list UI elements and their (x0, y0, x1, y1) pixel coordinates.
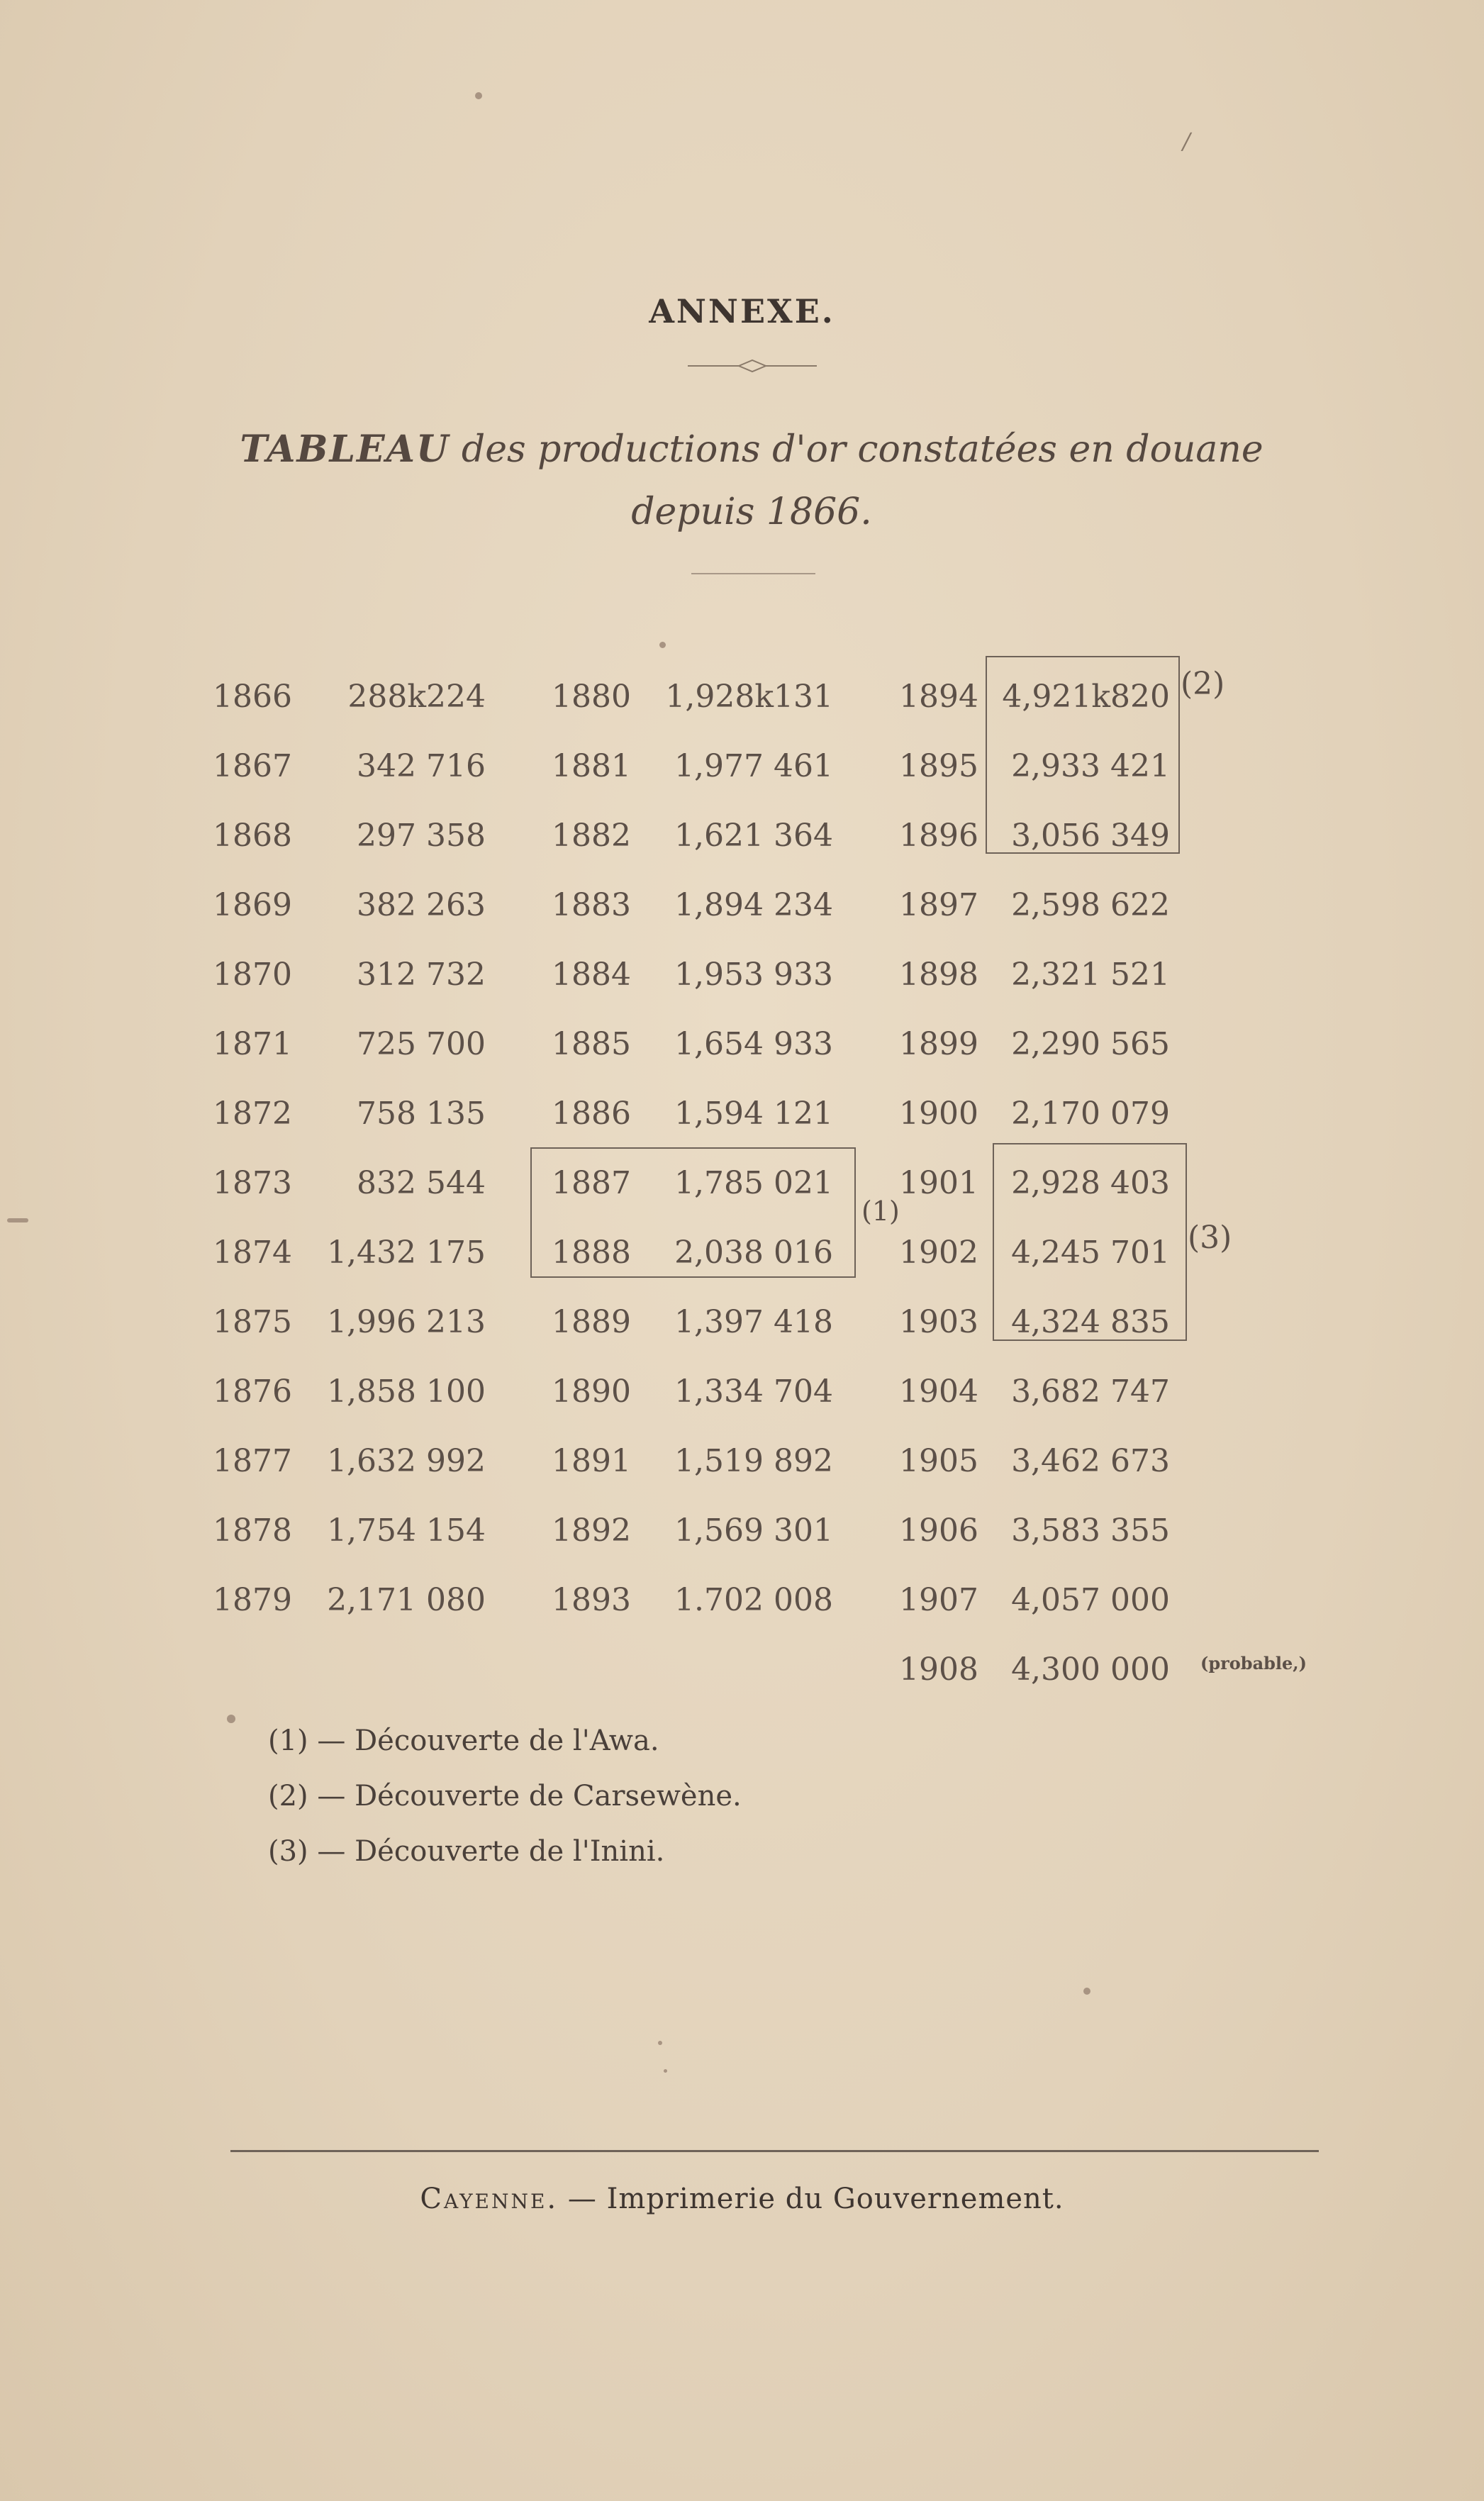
year-cell: 1907 (899, 1582, 978, 1618)
value-cell: 1,397 418 (674, 1304, 833, 1340)
page-mark: / (1183, 128, 1190, 155)
value-cell: 2,171 080 (327, 1582, 486, 1618)
year-cell: 1876 (213, 1374, 292, 1410)
paper-speck (227, 1715, 235, 1723)
year-cell: 1866 (213, 679, 292, 715)
footnote-mark-3: (3) (1188, 1220, 1232, 1256)
footer-rule (230, 2150, 1319, 2152)
year-cell: 1890 (552, 1374, 631, 1410)
ornament-divider (688, 359, 817, 373)
heading: ANNEXE. (649, 292, 835, 330)
value-cell: 1,953 933 (674, 957, 833, 993)
year-cell: 1908 (899, 1651, 978, 1688)
paper-speck (475, 92, 482, 99)
year-cell: 1878 (213, 1513, 292, 1549)
paper-speck (1083, 1988, 1090, 1995)
year-cell: 1879 (213, 1582, 292, 1618)
value-cell: 4,245 701 (1011, 1235, 1170, 1271)
value-cell: 288k224 (347, 679, 486, 715)
value-cell: 1,594 121 (674, 1096, 833, 1132)
value-cell: 3,682 747 (1011, 1374, 1170, 1410)
value-cell: 1,632 992 (327, 1443, 486, 1479)
value-cell: 382 263 (357, 887, 486, 923)
title-rule (691, 573, 815, 574)
year-cell: 1885 (552, 1026, 631, 1062)
footnote-mark-2: (2) (1181, 666, 1225, 702)
footnote-1: (1) — Découverte de l'Awa. (268, 1725, 659, 1757)
year-cell: 1899 (899, 1026, 978, 1062)
year-cell: 1897 (899, 887, 978, 923)
paper-speck (658, 2041, 662, 2045)
value-cell: 2,038 016 (674, 1235, 833, 1271)
year-cell: 1872 (213, 1096, 292, 1132)
year-cell: 1883 (552, 887, 631, 923)
year-cell: 1905 (899, 1443, 978, 1479)
value-cell: 2,170 079 (1011, 1096, 1170, 1132)
value-cell: 3,583 355 (1011, 1513, 1170, 1549)
value-cell: 1,432 175 (327, 1235, 486, 1271)
value-cell: 1,334 704 (674, 1374, 833, 1410)
value-cell: 2,321 521 (1011, 957, 1170, 993)
value-cell: 4,324 835 (1011, 1304, 1170, 1340)
imprint-place: Cayenne. (420, 2183, 559, 2215)
value-cell: 2,928 403 (1011, 1165, 1170, 1201)
printer-imprint (0, 2183, 1484, 2215)
paper-speck (664, 2069, 667, 2073)
year-cell: 1880 (552, 679, 631, 715)
value-cell: 1,858 100 (327, 1374, 486, 1410)
value-cell: 4,921k820 (1002, 679, 1170, 715)
year-cell: 1900 (899, 1096, 978, 1132)
year-cell: 1884 (552, 957, 631, 993)
value-cell: 1,754 154 (327, 1513, 486, 1549)
year-cell: 1877 (213, 1443, 292, 1479)
year-cell: 1871 (213, 1026, 292, 1062)
value-cell: 1,654 933 (674, 1026, 833, 1062)
probable-note: (probable,) (1200, 1653, 1307, 1673)
footnote-2: (2) — Découverte de Carsewène. (268, 1780, 742, 1812)
year-cell: 1888 (552, 1235, 631, 1271)
year-cell: 1895 (899, 748, 978, 784)
value-cell: 1,928k131 (665, 679, 833, 715)
year-cell: 1889 (552, 1304, 631, 1340)
year-cell: 1906 (899, 1513, 978, 1549)
year-cell: 1893 (552, 1582, 631, 1618)
year-cell: 1902 (899, 1235, 978, 1271)
year-cell: 1881 (552, 748, 631, 784)
value-cell: 725 700 (357, 1026, 486, 1062)
year-cell: 1904 (899, 1374, 978, 1410)
bracket-box-3 (993, 1143, 1187, 1341)
title-first-word: TABLEAU (240, 428, 450, 471)
value-cell: 4,300 000 (1011, 1651, 1170, 1688)
bracket-box-1 (530, 1147, 856, 1278)
value-cell: 3,462 673 (1011, 1443, 1170, 1479)
bracket-box-2 (986, 656, 1180, 854)
year-cell: 1870 (213, 957, 292, 993)
value-cell: 2,598 622 (1011, 887, 1170, 923)
paper-speck (7, 1218, 28, 1222)
year-cell: 1875 (213, 1304, 292, 1340)
year-cell: 1894 (899, 679, 978, 715)
footnote-mark-1: (1) (861, 1196, 900, 1227)
year-cell: 1869 (213, 887, 292, 923)
year-cell: 1882 (552, 818, 631, 854)
year-cell: 1903 (899, 1304, 978, 1340)
title-rest: des productions d'or constatées en douane (461, 428, 1263, 471)
year-cell: 1874 (213, 1235, 292, 1271)
value-cell: 832 544 (357, 1165, 486, 1201)
value-cell: 2,933 421 (1011, 748, 1170, 784)
year-cell: 1887 (552, 1165, 631, 1201)
year-cell: 1868 (213, 818, 292, 854)
value-cell: 1.702 008 (674, 1582, 833, 1618)
value-cell: 3,056 349 (1011, 818, 1170, 854)
year-cell: 1891 (552, 1443, 631, 1479)
value-cell: 2,290 565 (1011, 1026, 1170, 1062)
title-line-2: depuis 1866. (631, 491, 872, 533)
value-cell: 1,569 301 (674, 1513, 833, 1549)
value-cell: 1,519 892 (674, 1443, 833, 1479)
imprint-text: — Imprimerie du Gouvernement. (567, 2183, 1064, 2215)
value-cell: 342 716 (357, 748, 486, 784)
value-cell: 1,894 234 (674, 887, 833, 923)
value-cell: 312 732 (357, 957, 486, 993)
paper-speck (659, 642, 666, 648)
year-cell: 1886 (552, 1096, 631, 1132)
value-cell: 297 358 (357, 818, 486, 854)
value-cell: 1,621 364 (674, 818, 833, 854)
year-cell: 1896 (899, 818, 978, 854)
value-cell: 1,996 213 (327, 1304, 486, 1340)
year-cell: 1898 (899, 957, 978, 993)
year-cell: 1901 (899, 1165, 978, 1201)
year-cell: 1892 (552, 1513, 631, 1549)
value-cell: 1,785 021 (674, 1165, 833, 1201)
table-title (213, 418, 1290, 543)
value-cell: 1,977 461 (674, 748, 833, 784)
value-cell: 758 135 (357, 1096, 486, 1132)
footnote-3: (3) — Découverte de l'Inini. (268, 1835, 665, 1868)
value-cell: 4,057 000 (1011, 1582, 1170, 1618)
year-cell: 1867 (213, 748, 292, 784)
year-cell: 1873 (213, 1165, 292, 1201)
